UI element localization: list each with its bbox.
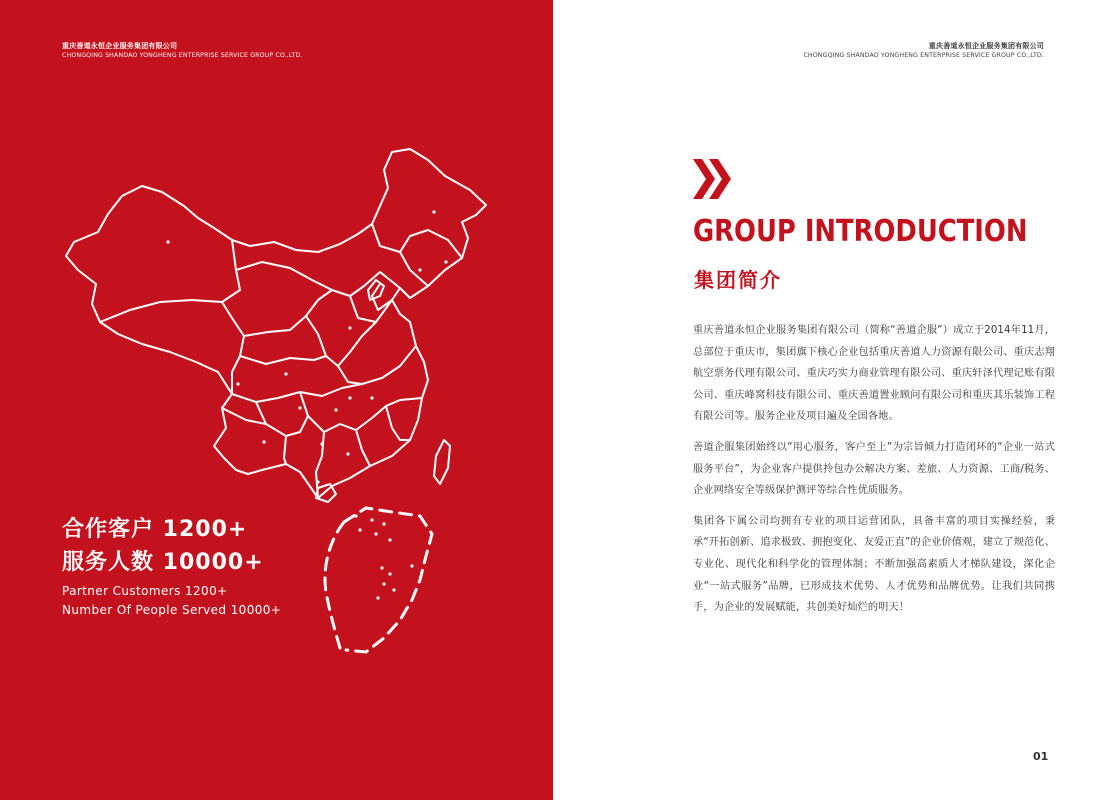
double-chevron-right-icon: [693, 157, 737, 201]
china-map-icon: [0, 0, 553, 800]
header-company-en-right: CHONGQING SHANDAO YONGHENG ENTERPRISE SERVICE GROUP CO.,LTD.: [803, 52, 1044, 59]
section-title-cn: 集团简介: [694, 268, 782, 292]
intro-body: [693, 320, 1055, 628]
header-company-cn-right: 重庆善道永恒企业服务集团有限公司: [928, 42, 1044, 50]
hainan-outline: [316, 484, 336, 502]
stat-partner-customers-en: Partner Customers 1200+: [62, 584, 228, 598]
left-panel: [0, 0, 553, 800]
intro-paragraph-1: 重庆善道永恒企业服务集团有限公司（简称“善道企服”）成立于2014年11月，总部位于重庆市，集团旗下核心企业包括重庆善道人力资源有限公司、重庆志翔航空票务代理有限公司、重庆巧实力商业管理有限公司、重庆轩泽代理记账有限公司、重庆峰窝科技有限公司、重庆善道置业顾问有限公司和重庆其乐装饰工程有限公司等。服务企业及项目遍及全国各地。: [693, 325, 1055, 423]
map-outline: [66, 149, 486, 498]
taiwan-outline: [434, 440, 450, 484]
header-company-en-left: CHONGQING SHANDAO YONGHENG ENTERPRISE SERVICE GROUP CO.,LTD.: [62, 52, 303, 59]
stat-people-served-en: Number Of People Served 10000+: [62, 603, 282, 617]
south-china-sea-dashed: [325, 508, 432, 652]
section-title-en: GROUP INTRODUCTION: [693, 214, 1028, 249]
intro-paragraph-2: 善道企服集团始终以“用心服务，客户至上”为宗旨倾力打造闭环的“企业一站式服务平台”，为企业客户提供拎包办公解决方案、差旅、人力资源、工商/税务、企业网络安全等级保护测评等综合性优质服务。: [693, 441, 1055, 497]
stat-people-served-cn: 服务人数 10000+: [62, 550, 264, 575]
header-company-cn-left: 重庆善道永恒企业服务集团有限公司: [62, 42, 178, 50]
stat-partner-customers-cn: 合作客户 1200+: [62, 517, 248, 542]
intro-paragraph-3: 集团各下属公司均拥有专业的项目运营团队，具备丰富的项目实操经验，秉承“开拓创新、追求极致、拥抱变化、友爱正直”的企业价值观，建立了规范化、专业化、现代化和科学化的管理体制；不断加强高素质人才梯队建设，深化企业“一站式服务”品牌，已形成技术优势、人才优势和品牌优势。让我们共同携手，为企业的发展赋能，共创美好灿烂的明天！: [693, 515, 1055, 614]
page-number: 01: [1033, 750, 1049, 763]
